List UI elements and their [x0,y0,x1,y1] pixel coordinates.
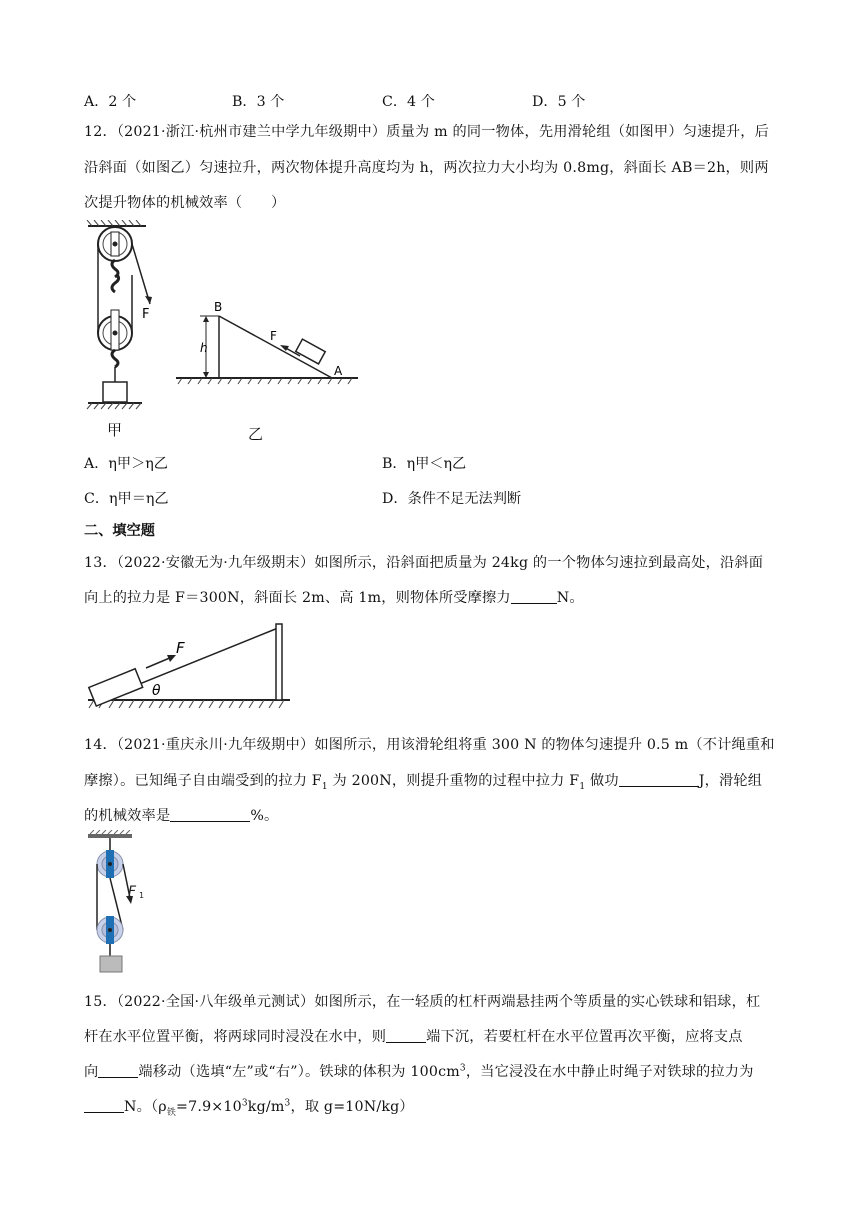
figure-jia-caption: 甲 [107,421,123,439]
q15-line-4-text-c: kg/m [247,1099,285,1115]
q15-line-3-text-b: 端移动（选填“左”或“右”）。铁球的体积为 100cm [138,1064,460,1080]
point-label-a: A [334,364,343,378]
q15-line-2-text-a: 杆在水平位置平衡，将两球同时浸没在水中，则 [84,1029,387,1045]
q14-work-blank [619,772,699,787]
q12-option-c: C．η甲＝η乙 [84,491,169,507]
q15-tension-blank [84,1098,124,1113]
q14-sub-1b: 1 [579,781,586,792]
q11-option-b: B．3 个 [232,94,285,110]
q15-exp-sup: 3 [241,1098,248,1109]
jia-force-label: F [142,307,150,322]
q14-force-subscript: 1 [139,891,145,900]
q11-option-a: A．2 个 [84,94,137,110]
q14-line-1: 14．（2021·重庆永川·九年级期中）如图所示，用该滑轮组将重 300 N 的物体匀速提升 0.5 m（不计绳重和 [84,737,775,753]
q15-line-4 [84,1096,414,1118]
q15-cube-sup: 3 [459,1063,466,1074]
q12-option-b: B．η甲＜η乙 [382,456,467,472]
yi-force-label: F [270,329,277,343]
q15-unit-sup: 3 [284,1098,291,1109]
pulley-figure-q14 [86,830,150,976]
q13-answer-blank [511,589,557,604]
q13-force-label: F [176,639,185,657]
q15-direction-blank [98,1063,138,1078]
q14-line-2 [84,770,762,792]
q15-line-1: 15．（2022·全国·八年级单元测试）如图所示，在一轻质的杠杆两端悬挂两个等质量的实心铁球和铝球，杠 [84,994,761,1010]
q14-sub-1a: 1 [321,781,328,792]
q13-line-2-end: N。 [556,590,584,606]
q14-line-3 [84,805,278,825]
q14-force-label: F [128,884,137,900]
q12-line-1: 12．（2021·浙江·杭州市建兰中学九年级期中）质量为 m 的同一物体，先用滑轮组（如图甲）匀速提升，后 [84,124,770,140]
q13-line-2 [84,587,584,607]
q13-line-1: 13．（2022·安徽无为·九年级期末）如图所示，沿斜面把质量为 24kg 的一个物体匀速拉到最高处，沿斜面 [84,555,764,571]
q14-line-2-text-a: 摩擦）。已知绳子自由端受到的拉力 F [84,773,322,789]
q12-line-2: 沿斜面（如图乙）匀速拉升，两次物体提升高度均为 h，两次拉力大小均为 0.8mg，斜面长 AB＝2h，则两 [84,160,769,176]
q12-line-3: 次提升物体的机械效率（ ） [84,195,286,211]
q15-line-4-text-a: N。（ρ [124,1099,167,1115]
q12-option-a: A．η甲＞η乙 [84,456,168,472]
point-label-b: B [214,300,223,314]
q14-line-2-text-d: J，滑轮组 [698,773,763,789]
q13-line-2-text: 向上的拉力是 F＝300N，斜面长 2m、高 1m，则物体所受摩擦力 [84,590,511,606]
q15-line-3 [84,1061,754,1081]
pulley-figure-jia [82,220,152,438]
q14-efficiency-blank [170,807,250,822]
q15-line-3-text-a: 向 [84,1064,99,1080]
figure-yi-caption: 乙 [248,425,264,443]
q11-option-d: D．5 个 [532,94,586,110]
q12-option-d: D．条件不足无法判断 [382,491,522,507]
q15-line-4-text-b: =7.9×10 [176,1099,242,1115]
q14-line-3-text: 的机械效率是 [84,808,171,824]
height-label-h: h [200,341,208,355]
q15-rho-sub: 铁 [166,1107,177,1118]
section-heading-fill-blank: 二、填空题 [84,523,155,539]
incline-figure-yi [172,298,362,390]
incline-figure-q13 [86,620,292,712]
q15-line-4-text-d: ，取 g=10N/kg） [290,1099,414,1115]
angle-theta-label: θ [152,683,161,699]
q14-line-3-end: %。 [250,808,279,824]
q15-line-3-text-c: ，当它浸没在水中静止时绳子对铁球的拉力为 [465,1064,754,1080]
q11-option-c: C．4 个 [382,94,435,110]
q15-line-2-text-b: 端下沉，若要杠杆在水平位置再次平衡，应将支点 [426,1029,743,1045]
q14-line-2-text-b: 为 200N，则提升重物的过程中拉力 F [327,773,580,789]
q14-line-2-text-c: 做功 [585,773,619,789]
q15-line-2 [84,1026,743,1046]
q15-sink-end-blank [386,1028,426,1043]
